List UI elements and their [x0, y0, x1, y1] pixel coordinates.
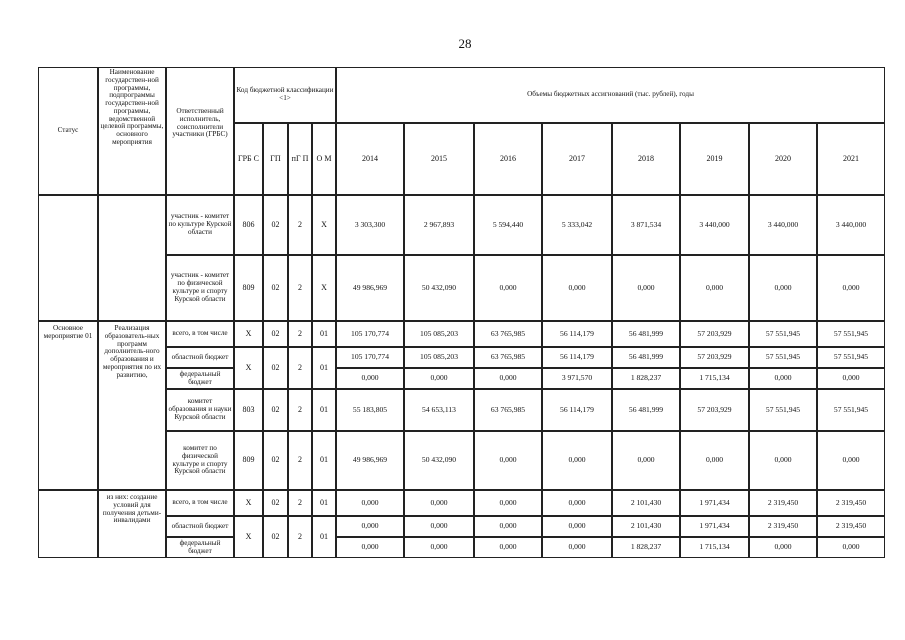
s1-row1-value-2017-text: 5 333,042	[561, 219, 593, 229]
s1-row1-value-2019	[680, 195, 749, 255]
header-code-gp	[263, 123, 288, 195]
s2-edu-code-gp	[263, 389, 288, 431]
s2-federal-value-2017	[542, 368, 612, 389]
s3-federal-value-2019	[680, 537, 749, 558]
s1-row2-code-grbs	[234, 255, 263, 321]
header-program-name	[98, 67, 166, 195]
s3-total-code-pgp-label: 2	[298, 497, 302, 507]
header-volumes-label: Объемы бюджетных ассигнований (тыс. рублей), годы	[527, 90, 694, 99]
s2-federal-value-2018-text: 1 828,237	[630, 373, 662, 383]
s2-regional-value-2018-text: 56 481,999	[628, 352, 664, 362]
s2-total-value-2017-text: 56 114,179	[560, 328, 594, 338]
s2-federal-value-2021	[817, 368, 885, 389]
s3-total-code-gp-label: 02	[271, 497, 280, 507]
s2-shared-code-gp-label: 02	[271, 362, 280, 372]
s3-total-value-2018	[612, 490, 680, 516]
s2-federal-value-2014-text: 0,000	[361, 373, 379, 383]
header-year-2019-label: 2019	[706, 153, 723, 163]
s2-total-value-2018-text: 56 481,999	[628, 328, 664, 338]
s1-row1-code-grbs	[234, 195, 263, 255]
s1-row2-value-2014-text: 49 986,969	[352, 282, 388, 292]
s2-regional-value-2020	[749, 347, 817, 368]
header-year-2016	[474, 123, 542, 195]
s1-row1-value-2016-text: 5 594,440	[492, 219, 524, 229]
s2-edu-executor	[166, 389, 234, 431]
s2-edu-value-2019	[680, 389, 749, 431]
s2-total-value-2017	[542, 321, 612, 347]
page-number: 28	[458, 36, 472, 51]
s1-row1-code-pgp-label: 2	[298, 219, 302, 229]
s2-regional-value-2016	[474, 347, 542, 368]
s3-regional-value-2020-text: 2 319,450	[767, 521, 799, 531]
s2-regional-value-2015	[404, 347, 474, 368]
s2-federal-executor-label: федеральный бюджет	[179, 369, 221, 386]
header-code-pgp-label: пГ П	[291, 153, 309, 163]
s2-regional-value-2016-text: 63 765,985	[490, 352, 526, 362]
s2-sport-value-2015	[404, 431, 474, 490]
s2-sport-code-om	[312, 431, 336, 490]
header-budget-code-label: Код бюджетной классификации <1>	[236, 86, 334, 102]
s3-total-code-grbs-label: Х	[245, 497, 252, 507]
s3-regional-value-2018	[612, 516, 680, 537]
s2-total-value-2019-text: 57 203,929	[697, 328, 732, 338]
header-status	[38, 67, 98, 195]
s2-total-value-2018	[612, 321, 680, 347]
s3-regional-value-2015-text: 0,000	[430, 521, 448, 531]
s3-total-value-2014-text: 0,000	[361, 497, 379, 507]
s2-total-code-pgp	[288, 321, 312, 347]
s3-total-value-2020-text: 2 319,450	[767, 497, 799, 507]
s1-status-cell	[38, 195, 98, 321]
s3-total-value-2016	[474, 490, 542, 516]
s1-row2-executor	[166, 255, 234, 321]
s2-edu-code-om-label: 01	[320, 404, 328, 414]
s3-total-value-2018-text: 2 101,430	[630, 497, 662, 507]
s3-federal-value-2015-text: 0,000	[430, 542, 448, 552]
s3-total-value-2017-text: 0,000	[568, 497, 586, 507]
s2-name	[98, 321, 166, 490]
s1-row2-code-pgp	[288, 255, 312, 321]
s1-row2-executor-label: участник - комитет по физической культуре и спорту Курской области	[170, 271, 230, 303]
header-year-2020	[749, 123, 817, 195]
s3-regional-value-2017	[542, 516, 612, 537]
s2-regional-value-2019-text: 57 203,929	[697, 352, 732, 362]
s3-shared-code-gp	[263, 516, 288, 558]
s1-row2-code-pgp-label: 2	[298, 282, 302, 292]
s1-row2-code-gp-label: 02	[271, 282, 280, 292]
s1-row2-value-2019	[680, 255, 749, 321]
s2-edu-value-2020-text: 57 551,945	[765, 404, 801, 414]
s2-total-value-2020-text: 57 551,945	[765, 328, 801, 338]
s2-total-value-2016-text: 63 765,985	[490, 328, 526, 338]
s3-federal-value-2014-text: 0,000	[361, 542, 379, 552]
header-year-2017-label: 2017	[569, 153, 585, 163]
s2-edu-value-2017	[542, 389, 612, 431]
s2-sport-value-2019	[680, 431, 749, 490]
s2-sport-executor-label: комитет по физической культуре и спорту Курской области	[172, 443, 228, 476]
s2-sport-value-2018-text: 0,000	[637, 455, 655, 465]
s3-name	[98, 490, 166, 558]
s2-regional-executor-label: областной бюджет	[171, 352, 229, 361]
s3-federal-value-2014	[336, 537, 404, 558]
s1-row1-code-grbs-label: 806	[242, 219, 255, 229]
s1-row1-value-2016	[474, 195, 542, 255]
s3-federal-value-2018-text: 1 828,237	[630, 542, 662, 552]
s2-total-code-pgp-label: 2	[298, 328, 302, 338]
s3-total-code-om-label: 01	[320, 497, 328, 507]
s1-row1-code-pgp	[288, 195, 312, 255]
s3-federal-value-2017-text: 0,000	[568, 542, 586, 552]
s2-total-code-om-label: 01	[320, 328, 328, 338]
s1-row2-value-2015-text: 50 432,090	[421, 282, 457, 292]
s3-total-value-2017	[542, 490, 612, 516]
s3-federal-value-2015	[404, 537, 474, 558]
header-code-pgp	[288, 123, 312, 195]
s2-sport-value-2020	[749, 431, 817, 490]
s2-sport-code-pgp-label: 2	[298, 455, 302, 465]
s2-sport-code-gp-label: 02	[271, 455, 280, 465]
s2-sport-code-grbs	[234, 431, 263, 490]
s2-total-code-grbs-label: Х	[245, 328, 252, 338]
s3-total-code-om	[312, 490, 336, 516]
s1-row2-value-2020-text: 0,000	[774, 282, 792, 292]
s3-total-value-2021-text: 2 319,450	[835, 497, 867, 507]
s3-federal-value-2021	[817, 537, 885, 558]
s2-total-code-grbs	[234, 321, 263, 347]
s2-edu-value-2021	[817, 389, 885, 431]
s1-name-cell	[98, 195, 166, 321]
header-executor	[166, 67, 234, 195]
s1-row2-value-2021-text: 0,000	[842, 282, 860, 292]
s2-federal-executor	[166, 368, 234, 389]
s2-regional-value-2021	[817, 347, 885, 368]
s3-regional-value-2021	[817, 516, 885, 537]
s3-federal-value-2018	[612, 537, 680, 558]
s3-regional-value-2014	[336, 516, 404, 537]
s3-total-executor-label: всего, в том числе	[172, 498, 228, 507]
s2-status	[38, 321, 98, 490]
s2-shared-code-pgp	[288, 347, 312, 389]
s2-edu-code-gp-label: 02	[271, 404, 280, 414]
header-code-gp-label: ГП	[270, 153, 281, 163]
s2-federal-value-2020	[749, 368, 817, 389]
s3-federal-value-2020	[749, 537, 817, 558]
header-year-2014	[336, 123, 404, 195]
s2-regional-value-2015-text: 105 085,203	[420, 352, 458, 362]
s2-federal-value-2014	[336, 368, 404, 389]
s1-row2-value-2020	[749, 255, 817, 321]
s2-federal-value-2015-text: 0,000	[430, 373, 448, 383]
s1-row1-code-gp	[263, 195, 288, 255]
s2-regional-value-2020-text: 57 551,945	[765, 352, 801, 362]
s2-regional-value-2017	[542, 347, 612, 368]
s2-edu-value-2014	[336, 389, 404, 431]
s3-federal-value-2021-text: 0,000	[842, 542, 860, 552]
header-code-om	[312, 123, 336, 195]
s3-shared-code-pgp	[288, 516, 312, 558]
s2-regional-value-2014	[336, 347, 404, 368]
s3-regional-value-2019	[680, 516, 749, 537]
s1-row1-code-om-label: Х	[321, 219, 327, 229]
s2-sport-value-2020-text: 0,000	[774, 455, 792, 465]
s2-shared-code-om-label: 01	[320, 362, 328, 372]
s2-status-label: Основное мероприятие 01	[43, 324, 93, 340]
s2-edu-value-2018-text: 56 481,999	[628, 404, 664, 414]
s3-regional-executor-label: областной бюджет	[171, 521, 229, 530]
s2-edu-value-2018	[612, 389, 680, 431]
header-code-grbs-label: ГРБ С	[237, 153, 259, 163]
s2-shared-code-pgp-label: 2	[298, 362, 302, 372]
s3-regional-value-2019-text: 1 971,434	[699, 521, 730, 531]
s3-federal-executor	[166, 537, 234, 558]
s3-regional-value-2017-text: 0,000	[568, 521, 586, 531]
s2-sport-value-2016-text: 0,000	[499, 455, 517, 465]
s2-total-code-gp-label: 02	[271, 328, 280, 338]
s2-edu-value-2020	[749, 389, 817, 431]
s2-sport-executor	[166, 431, 234, 490]
s2-total-value-2015-text: 105 085,203	[420, 328, 458, 338]
s3-total-value-2019	[680, 490, 749, 516]
s1-row1-value-2014	[336, 195, 404, 255]
s2-total-code-gp	[263, 321, 288, 347]
s2-total-executor	[166, 321, 234, 347]
s2-total-value-2020	[749, 321, 817, 347]
s2-federal-value-2018	[612, 368, 680, 389]
s3-name-label: из них: создание условий для получения детьми-инвалидами	[102, 493, 162, 525]
s2-regional-value-2014-text: 105 170,774	[351, 352, 389, 362]
s2-regional-executor	[166, 347, 234, 368]
s2-edu-code-grbs-label: 803	[242, 404, 255, 414]
s3-total-value-2014	[336, 490, 404, 516]
s3-shared-code-om-label: 01	[320, 531, 328, 541]
s2-edu-value-2015-text: 54 653,113	[422, 404, 456, 414]
header-code-om-label: О М	[316, 153, 332, 163]
s1-row1-value-2014-text: 3 303,300	[354, 219, 386, 229]
s3-regional-value-2018-text: 2 101,430	[630, 521, 662, 531]
s3-federal-value-2020-text: 0,000	[774, 542, 792, 552]
s2-edu-code-pgp	[288, 389, 312, 431]
s2-shared-code-grbs	[234, 347, 263, 389]
header-year-2015	[404, 123, 474, 195]
s2-federal-value-2016-text: 0,000	[499, 373, 517, 383]
s1-row1-value-2020	[749, 195, 817, 255]
s1-row1-value-2018	[612, 195, 680, 255]
s1-row2-code-om-label: Х	[321, 282, 327, 292]
s2-edu-value-2017-text: 56 114,179	[560, 404, 594, 414]
s1-row2-value-2016	[474, 255, 542, 321]
s3-federal-value-2017	[542, 537, 612, 558]
s3-total-code-grbs	[234, 490, 263, 516]
header-year-2015-label: 2015	[431, 153, 447, 163]
s2-edu-value-2014-text: 55 183,805	[352, 404, 388, 414]
s3-federal-value-2019-text: 1 715,134	[699, 542, 730, 552]
s3-regional-value-2014-text: 0,000	[361, 521, 379, 531]
s1-row2-value-2018	[612, 255, 680, 321]
s2-federal-value-2019-text: 1 715,134	[699, 373, 730, 383]
s1-row1-code-gp-label: 02	[271, 219, 280, 229]
s2-federal-value-2021-text: 0,000	[842, 373, 860, 383]
s1-row2-code-om	[312, 255, 336, 321]
s3-shared-code-om	[312, 516, 336, 558]
s2-total-value-2021	[817, 321, 885, 347]
s2-edu-value-2016	[474, 389, 542, 431]
s3-total-value-2019-text: 1 971,434	[699, 497, 730, 507]
s3-shared-code-gp-label: 02	[271, 531, 280, 541]
s3-regional-value-2020	[749, 516, 817, 537]
s2-name-label: Реализация образователь-ных программ дополнитель-ного образования и мероприятия по их развитию,	[102, 324, 162, 379]
s1-row2-value-2014	[336, 255, 404, 321]
s2-sport-code-pgp	[288, 431, 312, 490]
header-year-2018-label: 2018	[638, 153, 654, 163]
s3-shared-code-pgp-label: 2	[298, 531, 302, 541]
s2-sport-value-2017	[542, 431, 612, 490]
s2-federal-value-2016	[474, 368, 542, 389]
s3-total-value-2020	[749, 490, 817, 516]
s3-regional-value-2021-text: 2 319,450	[835, 521, 867, 531]
s3-total-code-gp	[263, 490, 288, 516]
s2-edu-value-2015	[404, 389, 474, 431]
s3-federal-value-2016-text: 0,000	[499, 542, 517, 552]
s2-sport-value-2018	[612, 431, 680, 490]
s1-row1-value-2020-text: 3 440,000	[767, 219, 799, 229]
s1-row1-value-2017	[542, 195, 612, 255]
s2-federal-value-2017-text: 3 971,570	[561, 373, 593, 383]
s2-shared-code-grbs-label: Х	[245, 362, 252, 372]
header-budget-code	[234, 67, 336, 123]
s3-total-value-2021	[817, 490, 885, 516]
s2-regional-value-2021-text: 57 551,945	[833, 352, 869, 362]
s3-total-value-2015-text: 0,000	[430, 497, 448, 507]
header-year-2014-label: 2014	[362, 153, 378, 163]
s3-federal-executor-label: федеральный бюджет	[179, 538, 221, 555]
s1-row1-value-2021-text: 3 440,000	[835, 219, 867, 229]
header-year-2021	[817, 123, 885, 195]
s1-row2-value-2019-text: 0,000	[705, 282, 724, 292]
header-year-2018	[612, 123, 680, 195]
s2-sport-value-2015-text: 50 432,090	[421, 455, 457, 465]
s3-total-value-2015	[404, 490, 474, 516]
s2-sport-code-om-label: 01	[320, 455, 328, 465]
header-year-2016-label: 2016	[500, 153, 516, 163]
s2-total-value-2019	[680, 321, 749, 347]
s1-row2-value-2016-text: 0,000	[499, 282, 517, 292]
s2-total-value-2021-text: 57 551,945	[833, 328, 869, 338]
header-status-label: Статус	[57, 126, 79, 135]
s1-row2-value-2021	[817, 255, 885, 321]
header-year-2020-label: 2020	[775, 153, 791, 163]
header-program-name-label: Наименование государствен-ной программы, подпрограммы государствен-ной программы, ведомственной целевой программы, основного мероприятия	[100, 68, 164, 146]
s1-row2-value-2017	[542, 255, 612, 321]
s2-edu-code-grbs	[234, 389, 263, 431]
s2-sport-value-2021-text: 0,000	[842, 455, 860, 465]
header-volumes	[336, 67, 885, 123]
s3-regional-value-2016-text: 0,000	[499, 521, 517, 531]
s2-total-executor-label: всего, в том числе	[172, 329, 228, 338]
s2-edu-value-2016-text: 63 765,985	[490, 404, 526, 414]
s1-row1-executor-label: участник - комитет по культуре Курской области	[168, 212, 232, 236]
s2-edu-value-2021-text: 57 551,945	[833, 404, 869, 414]
s2-sport-code-grbs-label: 809	[242, 455, 255, 465]
s2-federal-value-2015	[404, 368, 474, 389]
s2-shared-code-om	[312, 347, 336, 389]
s2-sport-value-2014	[336, 431, 404, 490]
s2-regional-value-2019	[680, 347, 749, 368]
s3-total-executor	[166, 490, 234, 516]
s2-sport-value-2016	[474, 431, 542, 490]
s1-row2-value-2018-text: 0,000	[637, 282, 655, 292]
s1-row1-code-om	[312, 195, 336, 255]
s2-total-code-om	[312, 321, 336, 347]
header-executor-label: Ответственный исполнитель, соисполнители участники (ГРБС)	[172, 107, 228, 139]
s3-total-code-pgp	[288, 490, 312, 516]
s2-sport-value-2014-text: 49 986,969	[352, 455, 388, 465]
s1-row1-value-2015-text: 2 967,893	[423, 219, 455, 229]
s2-federal-value-2020-text: 0,000	[774, 373, 792, 383]
header-year-2019	[680, 123, 749, 195]
s3-shared-code-grbs-label: Х	[245, 531, 252, 541]
s2-total-value-2014	[336, 321, 404, 347]
s2-edu-value-2019-text: 57 203,929	[697, 404, 732, 414]
s2-edu-code-pgp-label: 2	[298, 404, 302, 414]
s2-shared-code-gp	[263, 347, 288, 389]
s2-federal-value-2019	[680, 368, 749, 389]
s2-total-value-2015	[404, 321, 474, 347]
s1-row2-code-gp	[263, 255, 288, 321]
s3-shared-code-grbs	[234, 516, 263, 558]
s3-total-value-2016-text: 0,000	[499, 497, 517, 507]
header-code-grbs	[234, 123, 263, 195]
s3-regional-value-2016	[474, 516, 542, 537]
s1-row2-value-2015	[404, 255, 474, 321]
s1-row1-value-2019-text: 3 440,000	[699, 219, 730, 229]
s2-sport-value-2019-text: 0,000	[705, 455, 724, 465]
s2-edu-executor-label: комитет образования и науки Курской области	[168, 397, 232, 421]
s3-status-cell	[38, 490, 98, 558]
s1-row1-value-2015	[404, 195, 474, 255]
s1-row1-value-2018-text: 3 871,534	[630, 219, 662, 229]
header-year-2021-label: 2021	[843, 153, 859, 163]
s1-row1-value-2021	[817, 195, 885, 255]
s1-row2-code-grbs-label: 809	[242, 282, 255, 292]
s1-row1-executor	[166, 195, 234, 255]
s3-regional-value-2015	[404, 516, 474, 537]
s2-total-value-2016	[474, 321, 542, 347]
s1-row2-value-2017-text: 0,000	[568, 282, 586, 292]
s2-regional-value-2018	[612, 347, 680, 368]
s2-sport-value-2017-text: 0,000	[568, 455, 586, 465]
s3-regional-executor	[166, 516, 234, 537]
header-year-2017	[542, 123, 612, 195]
s2-sport-value-2021	[817, 431, 885, 490]
s2-sport-code-gp	[263, 431, 288, 490]
s2-regional-value-2017-text: 56 114,179	[560, 352, 594, 362]
s2-edu-code-om	[312, 389, 336, 431]
s3-federal-value-2016	[474, 537, 542, 558]
s2-total-value-2014-text: 105 170,774	[351, 328, 389, 338]
